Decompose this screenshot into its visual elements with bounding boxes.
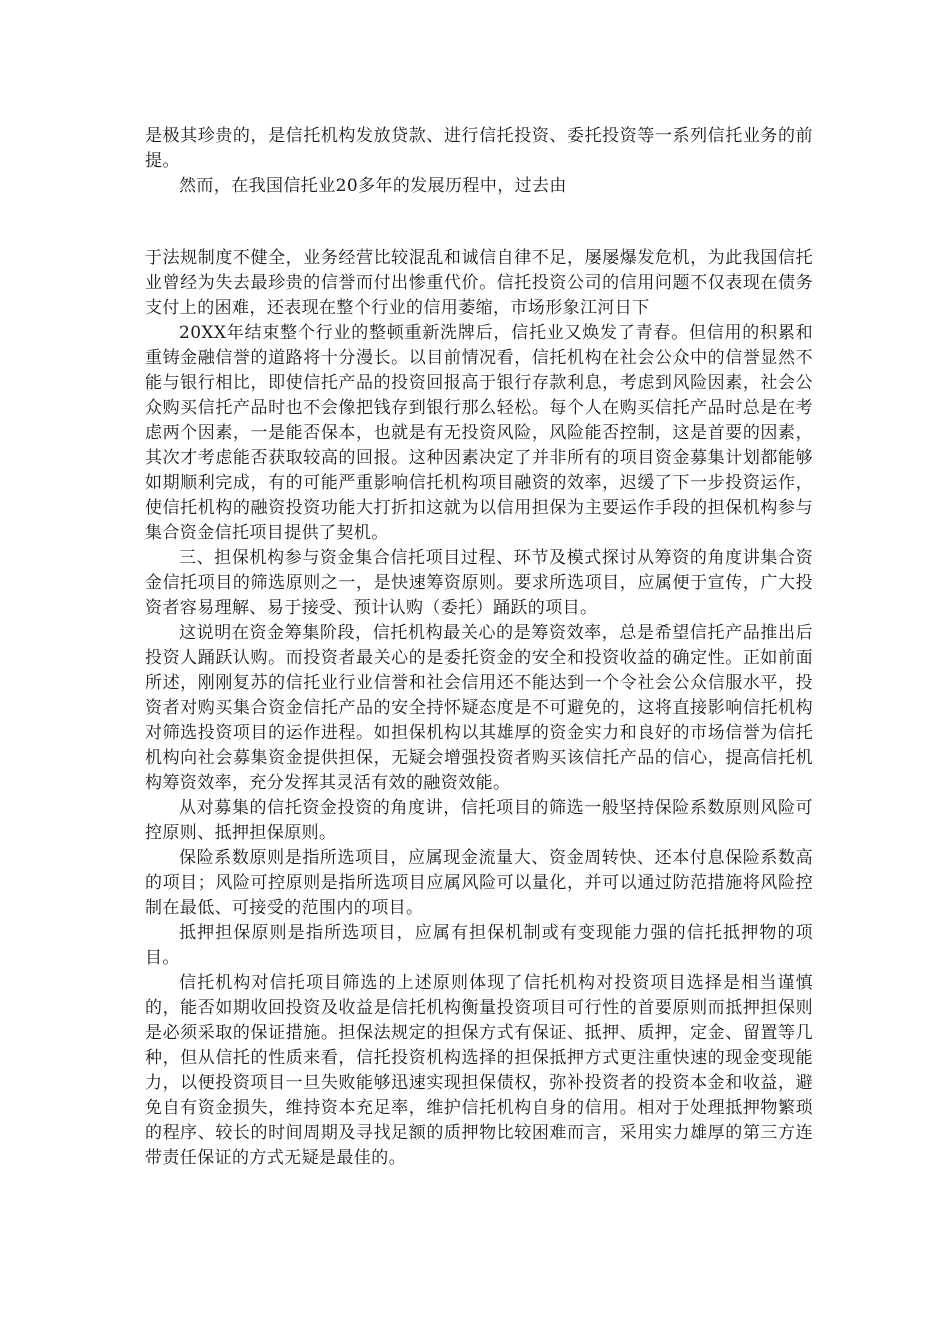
paragraph-1: 是极其珍贵的，是信托机构发放贷款、进行信托投资、委托投资等一系列信托业务的前提。 bbox=[145, 126, 813, 171]
paragraph-4: 20XX年结束整个行业的整顿重新洗牌后，信托业又焕发了青春。但信用的积累和重铸金融信誉的道路将十分漫长。以目前情况看，信托机构在社会公众中的信誉显然不能与银行相比，即使信托产品的投资回报高于银行存款利息，考虑到风险因素，社会公众购买信托产品时也不会像把钱存到银行那么轻松。每个人在购买信托产品时总是在考虑两个因素，一是能否保本，也就是有无投资风险，风险能否控制，这是首要的因素，其次才考虑能否获取较高的回报。这种因素决定了并非所有的项目资金募集计划都能够如期顺利完成，有的可能严重影响信托机构项目融资的效率，迟缓了下一步投资运作，使信托机构的融资投资功能大打折扣这就为以信用担保为主要运作手段的担保机构参与集合资金信托项目提供了契机。 bbox=[145, 323, 813, 543]
paragraph-8: 保险系数原则是指所选项目，应属现金流量大、资金周转快、还本付息保险系数高的项目；风险可控原则是指所选项目应属风险可以量化，并可以通过防范措施将风险控制在最低、可接受的范围内的项目。 bbox=[145, 848, 813, 918]
paragraph-3: 于法规制度不健全，业务经营比较混乱和诚信自律不足，屡屡爆发危机，为此我国信托业曾经为失去最珍贵的信誉而付出惨重代价。信托投资公司的信用问题不仅表现在债务支付上的困难，还表现在整个行业的信用萎缩，市场形象江河日下 bbox=[145, 248, 813, 318]
top-text-block bbox=[145, 124, 813, 199]
paragraph-10: 信托机构对信托项目筛选的上述原则体现了信托机构对投资项目选择是相当谨慎的，能否如期收回投资及收益是信托机构衡量投资项目可行性的首要原则而抵押担保则是必须采取的保证措施。担保法规定的担保方式有保证、抵押、质押，定金、留置等几种，但从信托的性质来看，信托投资机构选择的担保抵押方式更注重快速的现金变现能力，以便投资项目一旦失败能够迅速实现担保债权，弥补投资者的投资本金和收益，避免自有资金损失，维持资本充足率，维护信托机构自身的信用。相对于处理抵押物繁琐的程序、较长的时间周期及寻找足额的质押物比较困难而言，采用实力雄厚的第三方连带责任保证的方式无疑是最佳的。 bbox=[145, 973, 813, 1168]
paragraph-6: 这说明在资金筹集阶段，信托机构最关心的是筹资效率，总是希望信托产品推出后投资人踊跃认购。而投资者最关心的是委托资金的安全和投资收益的确定性。正如前面所述，刚刚复苏的信托业行业信誉和社会信用还不能达到一个令社会公众信服水平，投资者对购买集合资金信托产品的安全持怀疑态度是不可避免的，这将直接影响信托机构对筛选投资项目的运作进程。如担保机构以其雄厚的资金实力和良好的市场信誉为信托机构向社会募集资金提供担保，无疑会增强投资者购买该信托产品的信心，提高信托机构筹资效率，充分发挥其灵活有效的融资效能。 bbox=[145, 623, 813, 793]
paragraph-7: 从对募集的信托资金投资的角度讲，信托项目的筛选一般坚持保险系数原则风险可控原则、抵押担保原则。 bbox=[145, 798, 813, 843]
paragraph-2: 然而，在我国信托业20多年的发展历程中，过去由 bbox=[179, 176, 567, 196]
paragraph-9: 抵押担保原则是指所选项目，应属有担保机制或有变现能力强的信托抵押物的项目。 bbox=[145, 923, 813, 968]
main-text-block bbox=[145, 246, 813, 1171]
paragraph-5: 三、担保机构参与资金集合信托项目过程、环节及模式探讨从筹资的角度讲集合资金信托项目的筛选原则之一，是快速筹资原则。要求所选项目，应属便于宣传，广大投资者容易理解、易于接受、预计认购（委托）踊跃的项目。 bbox=[145, 548, 813, 618]
